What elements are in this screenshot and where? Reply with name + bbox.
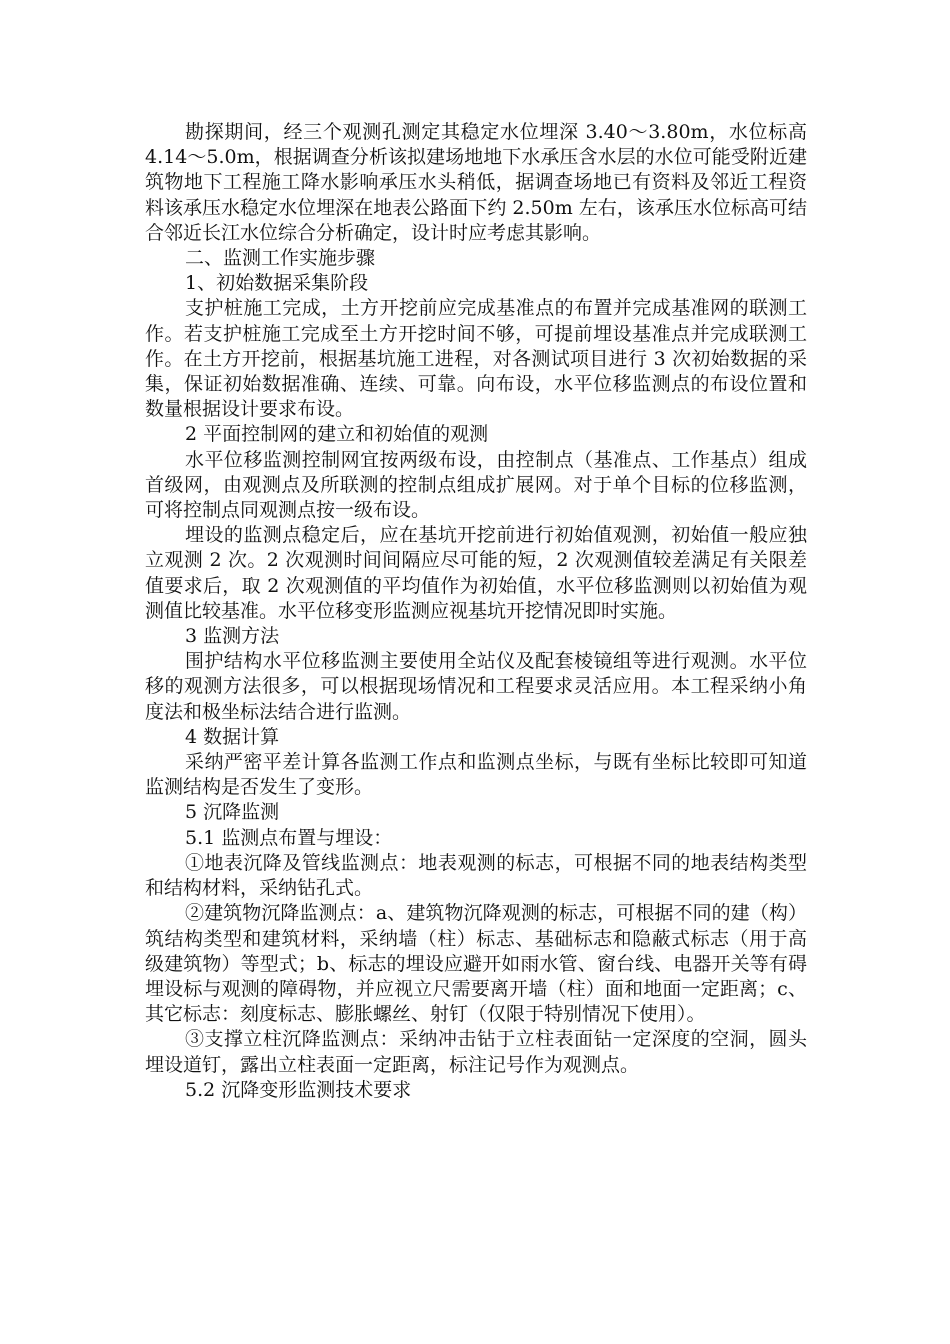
heading-monitoring-steps: 二、监测工作实施步骤 <box>185 247 376 270</box>
heading-control-network: 2 平面控制网的建立和初始值的观测 <box>185 423 489 446</box>
heading-technical-requirements: 5.2 沉降变形监测技术要求 <box>185 1078 412 1101</box>
paragraph-building-points: ②建筑物沉降监测点：a、建筑物沉降观测的标志，可根据不同的建（构）筑结构类型和建筑材料，采纳墙（柱）标志、基础标志和隐蔽式标志（用于高级建筑物）等型式；b、标志的埋设应避开如雨水管、窗台线、电器开关等有碍埋设标与观测的障碍物，并应视立尺需要离开墙（柱）面和地面一定距离；c、其它标志：刻度标志、膨胀螺丝、射钉（仅限于特别情况下使用）。 <box>145 902 807 1026</box>
heading-monitoring-method: 3 监测方法 <box>185 625 280 648</box>
paragraph-groundwater: 勘探期间，经三个观测孔测定其稳定水位埋深 3.40～3.80m，水位标高 4.14～5.0m，根据调查分析该拟建场地地下水承压含水层的水位可能受附近建筑物地下工程施工降水影响承压水头稍低，据调查场地已有资料及邻近工程资料该承压水稳定水位埋深在地表公路面下约 2.50m 左右，该承压水位标高可结合邻近长江水位综合分析确定，设计时应考虑其影响。 <box>145 121 807 244</box>
heading-settlement-monitoring: 5 沉降监测 <box>185 801 280 824</box>
paragraph-data-calculation: 采纳严密平差计算各监测工作点和监测点坐标，与既有坐标比较即可知道监测结构是否发生了变形。 <box>145 751 807 799</box>
paragraph-surface-points: ①地表沉降及管线监测点：地表观测的标志，可根据不同的地表结构类型和结构材料，采纳钻孔式。 <box>145 851 807 900</box>
heading-data-calculation: 4 数据计算 <box>185 725 280 748</box>
paragraph-initial-data: 支护桩施工完成，土方开挖前应完成基准点的布置并完成基准网的联测工作。若支护桩施工完成至土方开挖时间不够，可提前埋设基准点并完成联测工作。在土方开挖前，根据基坑施工进程，对各测试项目进行 3 次初始数据的采集，保证初始数据准确、连续、可靠。向布设，水平位移监测点的布设位置和数量根据设计要求布设。 <box>145 297 807 421</box>
paragraph-monitoring-method: 围护结构水平位移监测主要使用全站仪及配套棱镜组等进行观测。水平位移的观测方法很多，可以根据现场情况和工程要求灵活应用。本工程采纳小角度法和极坐标法结合进行监测。 <box>145 650 807 723</box>
heading-point-layout: 5.1 监测点布置与埋设： <box>185 826 393 849</box>
paragraph-control-network: 水平位移监测控制网宜按两级布设，由控制点（基准点、工作基点）组成首级网，由观测点及所联测的控制点组成扩展网。对于单个目标的位移监测，可将控制点同观测点按一级布设。 <box>145 448 807 522</box>
paragraph-column-points: ③支撑立柱沉降监测点：采纳冲击钻于立柱表面钻一定深度的空洞，圆头埋设道钉，露出立柱表面一定距离，标注记号作为观测点。 <box>145 1028 807 1076</box>
heading-initial-data: 1、初始数据采集阶段 <box>185 272 369 295</box>
paragraph-initial-observation: 埋设的监测点稳定后，应在基坑开挖前进行初始值观测，初始值一般应独立观测 2 次。2 次观测时间间隔应尽可能的短，2 次观测值较差满足有关限差值要求后，取 2 次观测值的平均值作为初始值，水平位移监测则以初始值为观测值比较基准。水平位移变形监测应视基坑开挖情况即时实施。 <box>145 524 807 622</box>
document-body <box>145 120 807 1103</box>
